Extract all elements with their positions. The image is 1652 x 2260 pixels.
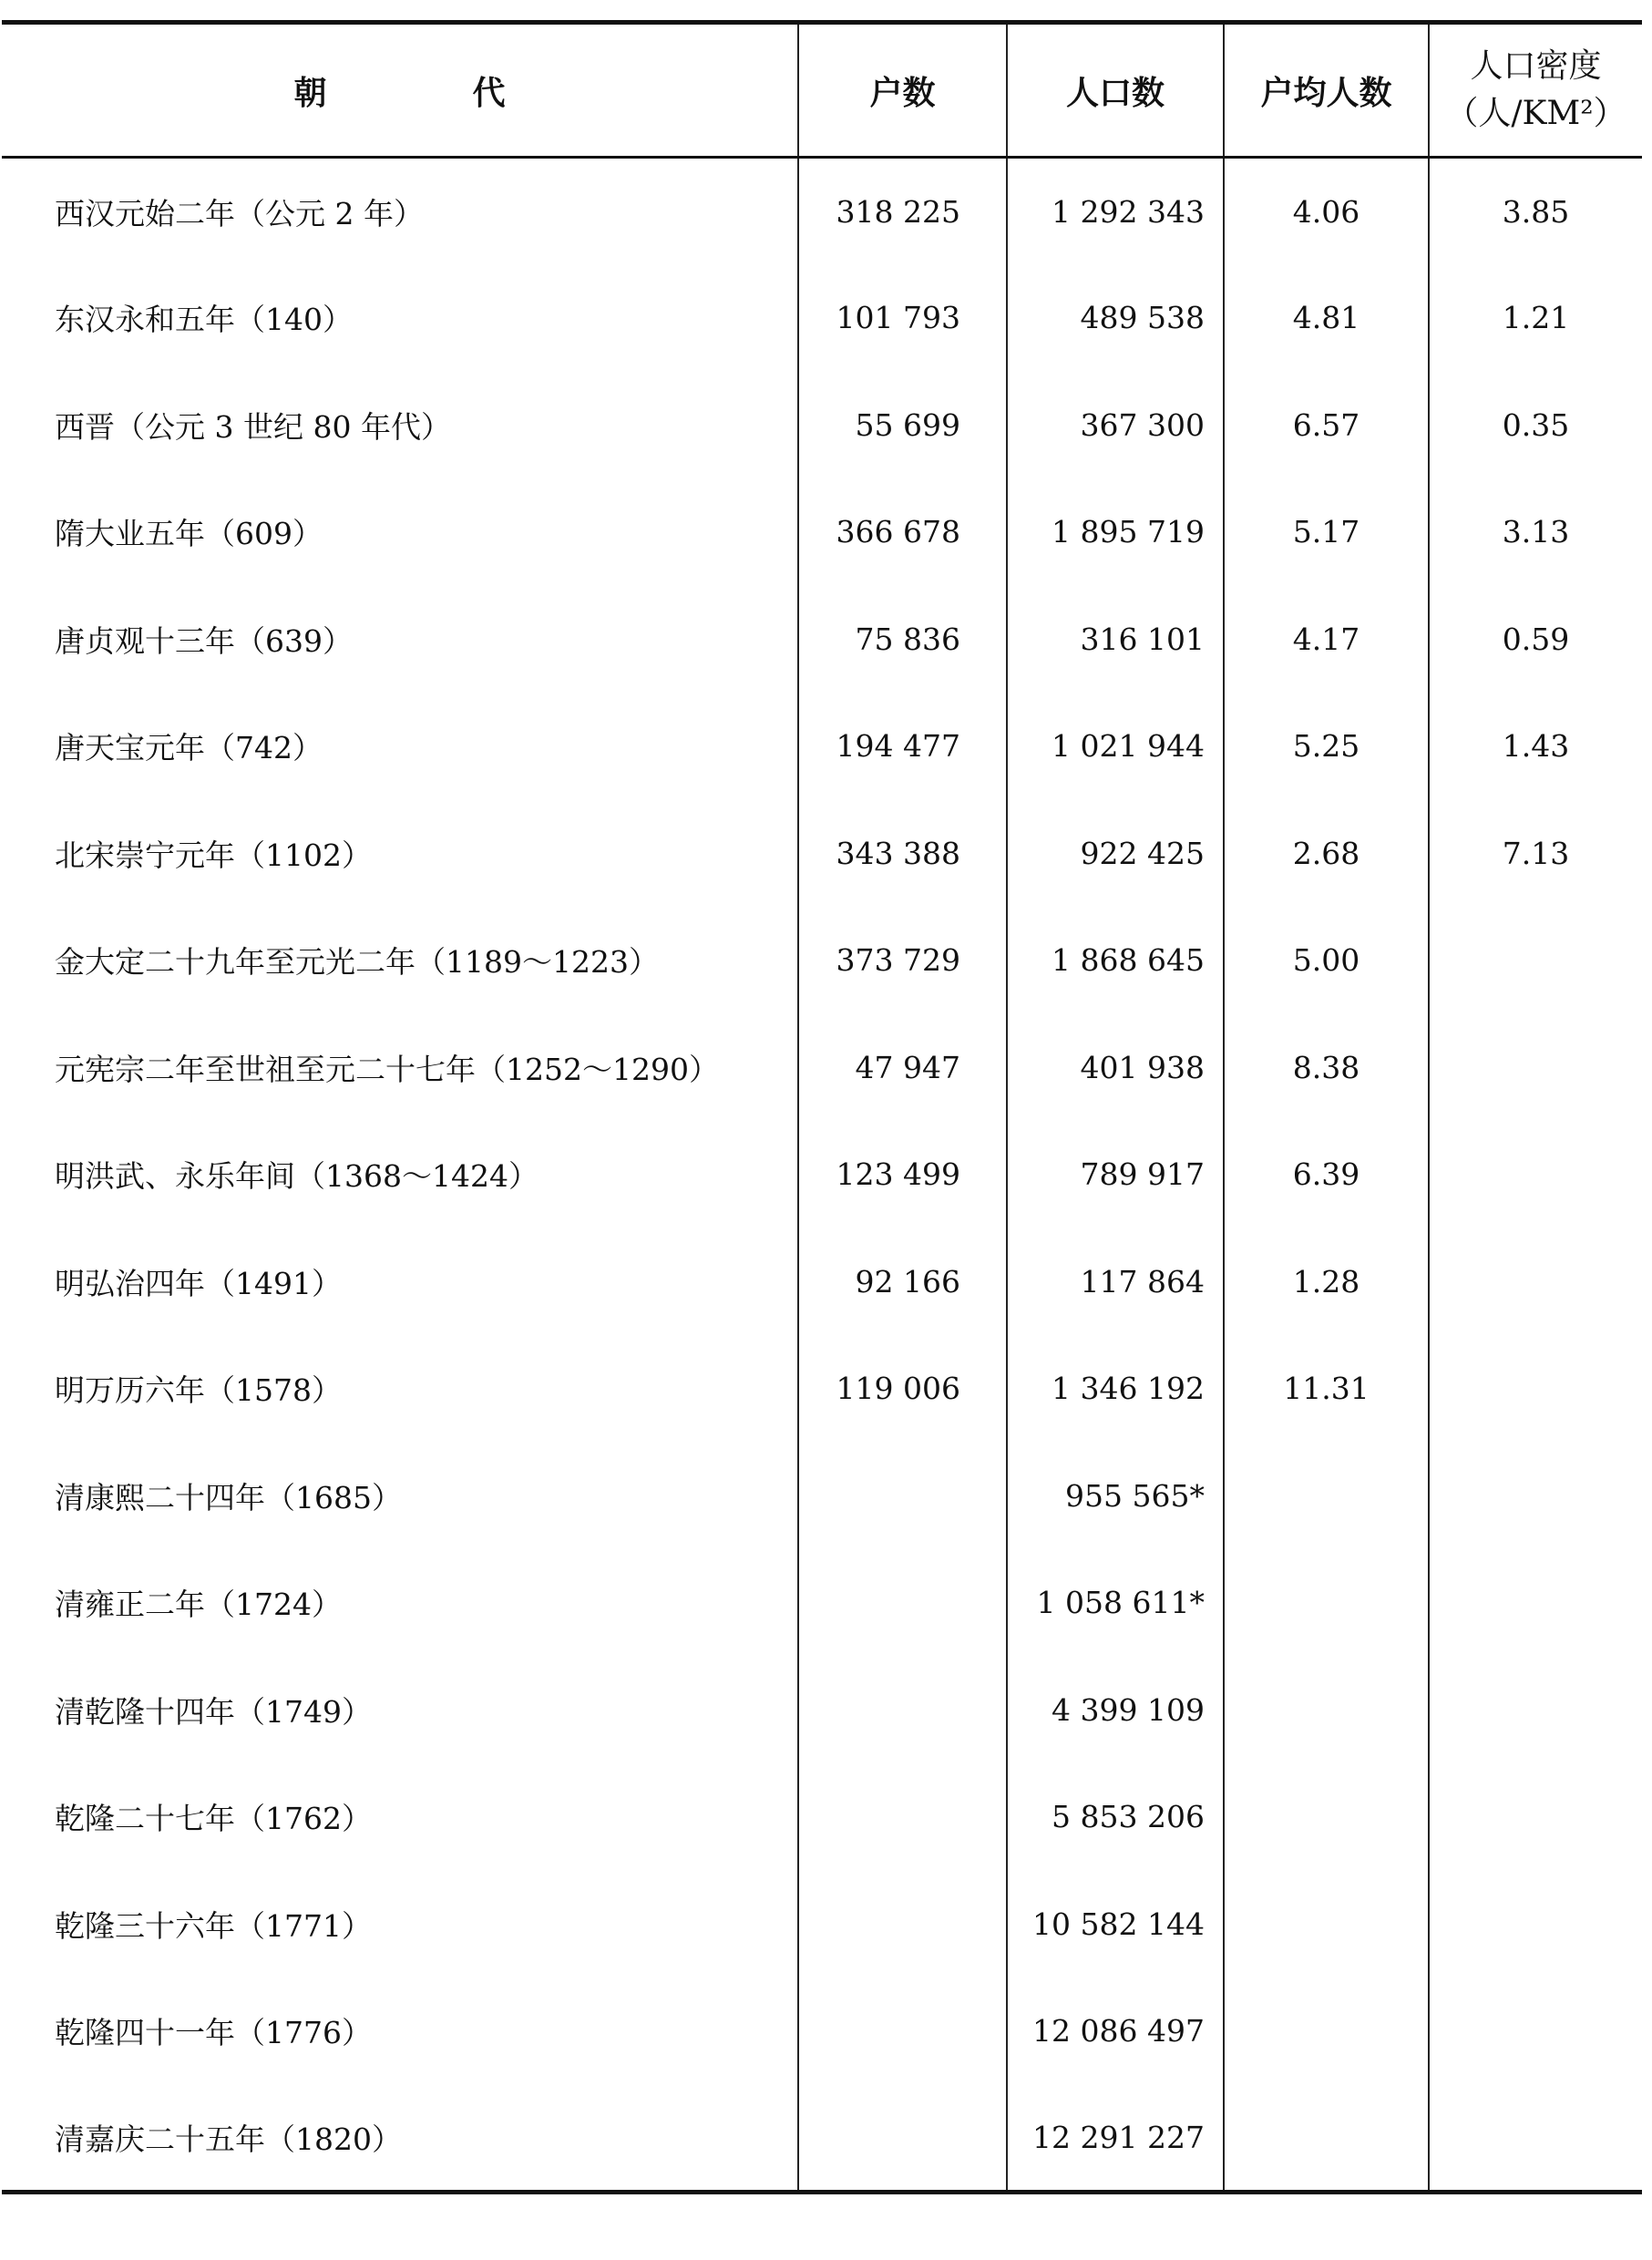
cell-avg-per-household: 4.17 [1224, 586, 1429, 693]
header-households: 户数 [798, 23, 1007, 158]
cell-period: 明弘治四年（1491） [55, 1265, 342, 1301]
cell-density [1429, 1763, 1642, 1871]
cell-households: 318 225 [798, 158, 1007, 265]
header-dynasty-char-2: 代 [472, 73, 506, 112]
table-header [2, 23, 1642, 158]
cell-households: 194 477 [798, 693, 1007, 800]
cell-density [1429, 1549, 1642, 1657]
cell-density [1429, 1121, 1642, 1228]
cell-density [1429, 1657, 1642, 1764]
cell-households [798, 2085, 1007, 2193]
header-dynasty [2, 23, 798, 158]
cell-period: 元宪宗二年至世祖至元二十七年（1252～1290） [55, 1051, 719, 1087]
cell-period: 北宋崇宁元年（1102） [55, 837, 372, 873]
cell-period: 清康熙二十四年（1685） [55, 1479, 402, 1515]
cell-households: 75 836 [798, 586, 1007, 693]
header-dynasty-char-1: 朝 [293, 73, 327, 112]
cell-period: 唐贞观十三年（639） [55, 622, 353, 659]
cell-period: 清乾隆十四年（1749） [55, 1693, 372, 1730]
cell-households [798, 1549, 1007, 1657]
cell-population: 1 895 719 [1007, 478, 1224, 586]
cell-avg-per-household [1224, 1657, 1429, 1764]
cell-avg-per-household [1224, 2085, 1429, 2193]
cell-period: 明万历六年（1578） [55, 1372, 342, 1409]
table-row [2, 158, 1642, 265]
cell-period: 乾隆三十六年（1771） [55, 1907, 372, 1944]
cell-density [1429, 907, 1642, 1014]
cell-avg-per-household: 5.25 [1224, 693, 1429, 800]
cell-avg-per-household: 8.38 [1224, 1014, 1429, 1122]
cell-avg-per-household: 1.28 [1224, 1228, 1429, 1336]
cell-avg-per-household: 6.57 [1224, 372, 1429, 479]
table-row [2, 1763, 1642, 1871]
cell-avg-per-household [1224, 1549, 1429, 1657]
cell-period: 乾隆四十一年（1776） [55, 2015, 372, 2051]
cell-population: 1 021 944 [1007, 693, 1224, 800]
cell-households: 119 006 [798, 1335, 1007, 1443]
cell-period: 乾隆二十七年（1762） [55, 1801, 372, 1837]
table-row [2, 478, 1642, 586]
table-body [2, 158, 1642, 2193]
cell-population: 4 399 109 [1007, 1657, 1224, 1764]
cell-period: 唐天宝元年（742） [55, 730, 323, 766]
cell-population: 12 291 227 [1007, 2085, 1224, 2193]
cell-population: 367 300 [1007, 372, 1224, 479]
table-row [2, 1121, 1642, 1228]
header-density-line2: （人/KM²） [1445, 95, 1626, 132]
cell-households: 92 166 [798, 1228, 1007, 1336]
cell-period: 清嘉庆二十五年（1820） [2, 2085, 798, 2193]
population-table [2, 20, 1642, 2194]
table-row [2, 1335, 1642, 1443]
table-row [2, 693, 1642, 800]
cell-avg-per-household [1224, 1443, 1429, 1550]
cell-population: 789 917 [1007, 1121, 1224, 1228]
cell-population: 10 582 144 [1007, 1871, 1224, 1978]
cell-period: 隋大业五年（609） [55, 516, 323, 552]
cell-period: 明洪武、永乐年间（1368～1424） [55, 1158, 539, 1195]
cell-density [1429, 1871, 1642, 1978]
cell-avg-per-household [1224, 1978, 1429, 2085]
cell-density: 3.13 [1429, 478, 1642, 586]
cell-households [798, 1763, 1007, 1871]
cell-density: 0.35 [1429, 372, 1642, 479]
cell-population: 489 538 [1007, 264, 1224, 372]
cell-period: 金大定二十九年至元光二年（1189～1223） [55, 944, 659, 981]
cell-period: 东汉永和五年（140） [55, 302, 353, 338]
header-row [2, 23, 1642, 158]
table-row [2, 800, 1642, 908]
cell-density [1429, 1014, 1642, 1122]
cell-households: 123 499 [798, 1121, 1007, 1228]
cell-population: 1 058 611* [1007, 1549, 1224, 1657]
cell-avg-per-household: 5.17 [1224, 478, 1429, 586]
cell-households [798, 1443, 1007, 1550]
cell-avg-per-household: 2.68 [1224, 800, 1429, 908]
cell-households [798, 1871, 1007, 1978]
cell-density: 1.21 [1429, 264, 1642, 372]
cell-households: 47 947 [798, 1014, 1007, 1122]
header-avg-per-household: 户均人数 [1224, 23, 1429, 158]
table-row [2, 1443, 1642, 1550]
table-row [2, 586, 1642, 693]
header-density-line1: 人口密度 [1470, 46, 1602, 85]
cell-households: 101 793 [798, 264, 1007, 372]
cell-population: 955 565* [1007, 1443, 1224, 1550]
table-row [2, 1014, 1642, 1122]
cell-population: 12 086 497 [1007, 1978, 1224, 2085]
cell-avg-per-household: 11.31 [1224, 1335, 1429, 1443]
table-row [2, 264, 1642, 372]
cell-avg-per-household [1224, 1763, 1429, 1871]
cell-density: 3.85 [1429, 158, 1642, 265]
cell-population: 401 938 [1007, 1014, 1224, 1122]
cell-households: 366 678 [798, 478, 1007, 586]
cell-population: 922 425 [1007, 800, 1224, 908]
cell-avg-per-household [1224, 1871, 1429, 1978]
table-row [2, 1657, 1642, 1764]
cell-households: 55 699 [798, 372, 1007, 479]
cell-population: 316 101 [1007, 586, 1224, 693]
table-row [2, 1228, 1642, 1336]
header-population: 人口数 [1007, 23, 1224, 158]
cell-population: 117 864 [1007, 1228, 1224, 1336]
cell-households [798, 1978, 1007, 2085]
cell-households [798, 1657, 1007, 1764]
cell-density: 7.13 [1429, 800, 1642, 908]
cell-period: 清雍正二年（1724） [55, 1587, 342, 1623]
cell-households: 373 729 [798, 907, 1007, 1014]
cell-avg-per-household: 5.00 [1224, 907, 1429, 1014]
cell-density [1429, 1978, 1642, 2085]
cell-population: 1 292 343 [1007, 158, 1224, 265]
cell-avg-per-household: 4.81 [1224, 264, 1429, 372]
cell-period: 西晋（公元 3 世纪 80 年代） [55, 408, 451, 445]
cell-period: 西汉元始二年（公元 2 年） [55, 195, 424, 231]
cell-density [1429, 1228, 1642, 1336]
cell-density [1429, 1443, 1642, 1550]
table-row [2, 1871, 1642, 1978]
cell-population: 5 853 206 [1007, 1763, 1224, 1871]
cell-avg-per-household: 4.06 [1224, 158, 1429, 265]
cell-density [1429, 1335, 1642, 1443]
cell-population: 1 346 192 [1007, 1335, 1224, 1443]
table-row [2, 907, 1642, 1014]
table-row [2, 1549, 1642, 1657]
cell-households: 343 388 [798, 800, 1007, 908]
table-row [2, 2085, 1642, 2193]
cell-density: 1.43 [1429, 693, 1642, 800]
cell-density: 0.59 [1429, 586, 1642, 693]
table-row [2, 372, 1642, 479]
table-row [2, 1978, 1642, 2085]
cell-avg-per-household: 6.39 [1224, 1121, 1429, 1228]
cell-population: 1 868 645 [1007, 907, 1224, 1014]
cell-density [1429, 2085, 1642, 2193]
header-density [1429, 23, 1642, 158]
